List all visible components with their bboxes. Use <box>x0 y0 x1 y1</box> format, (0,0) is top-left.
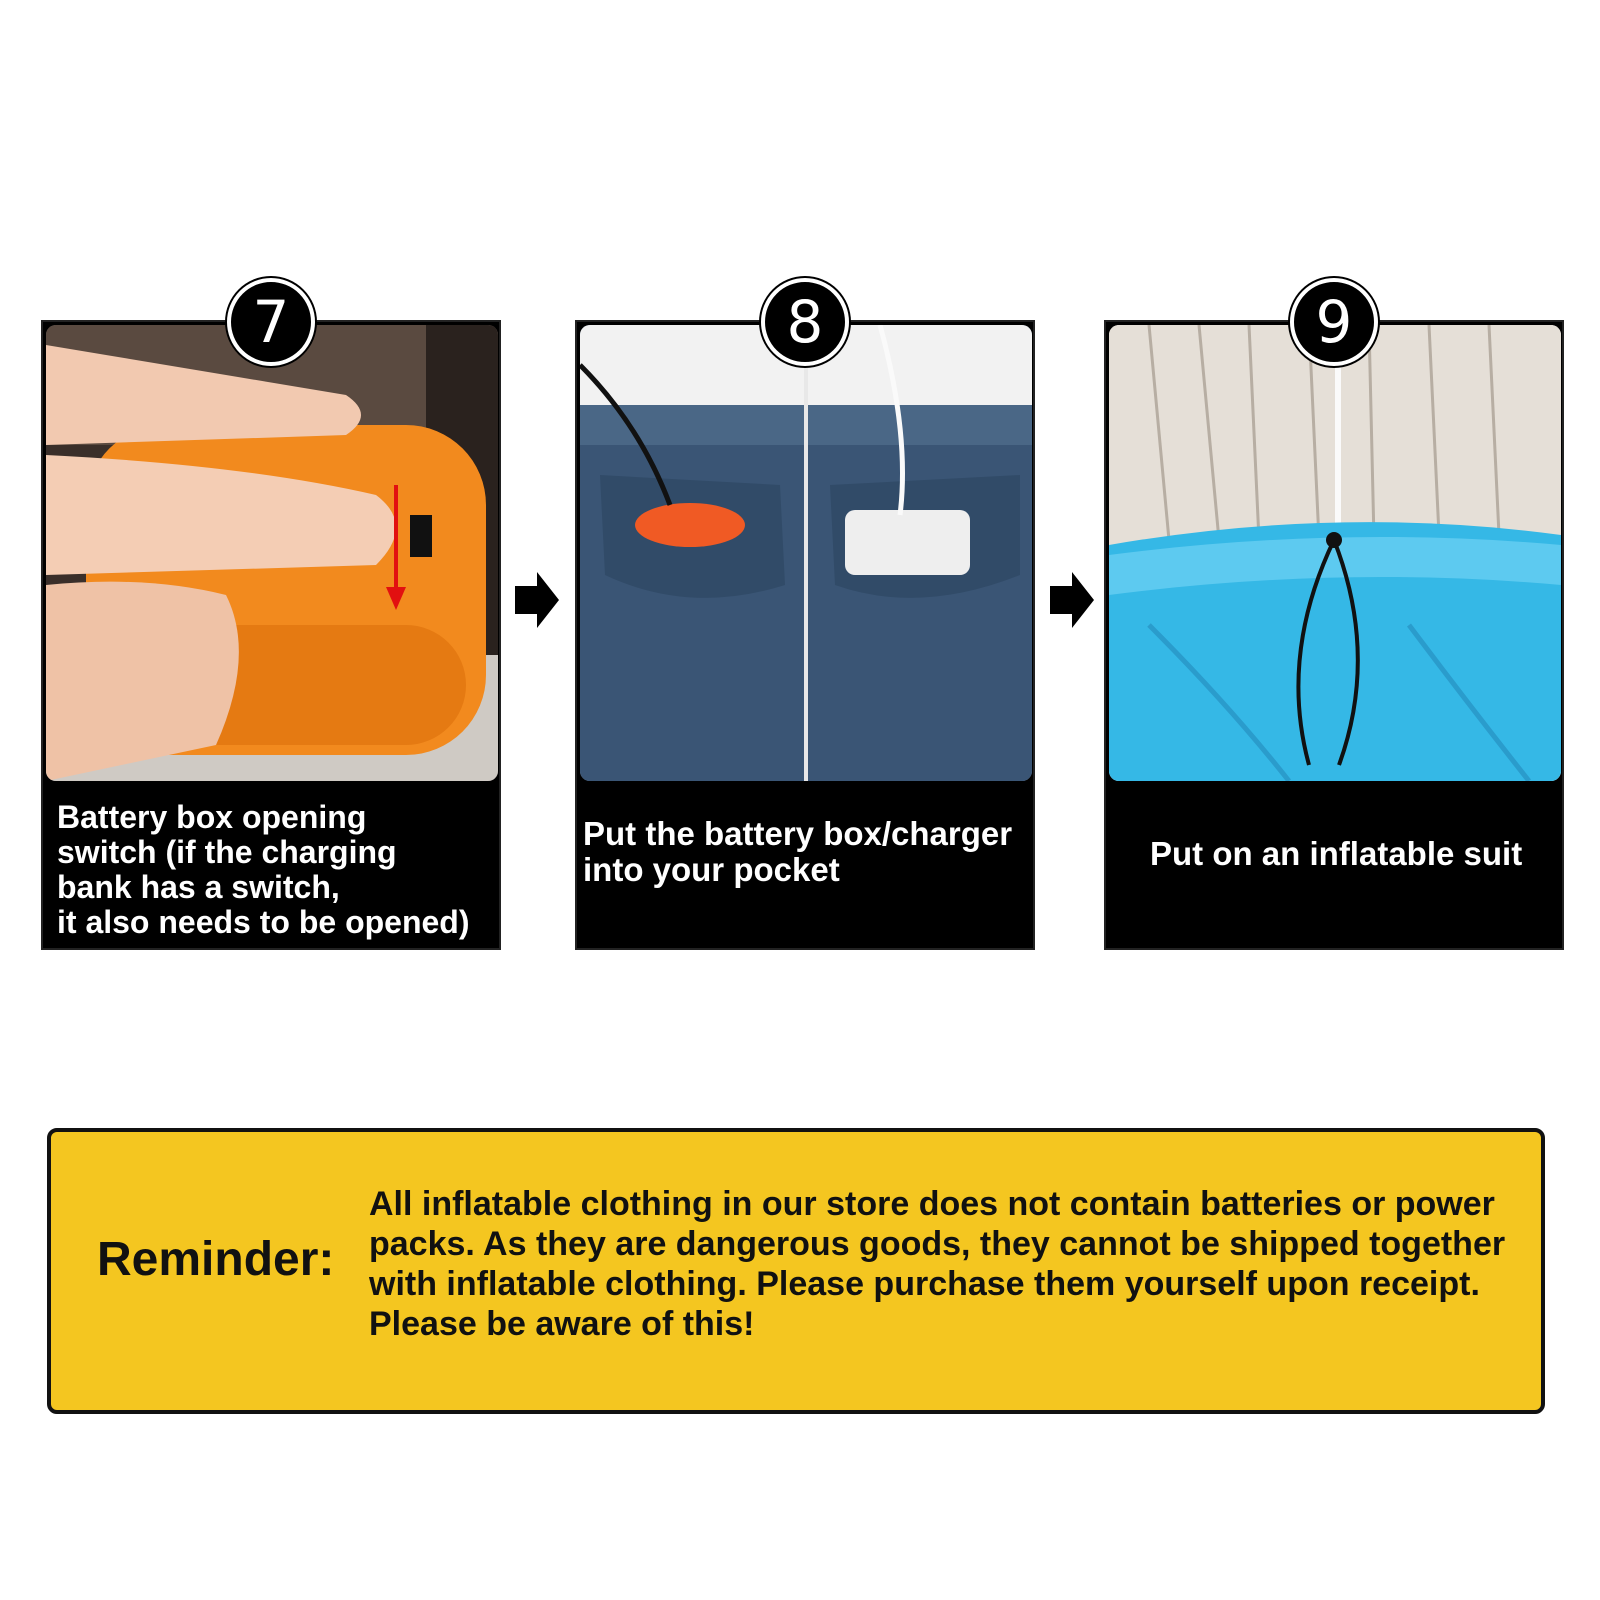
step-caption <box>43 784 499 948</box>
step-number-badge: 8 <box>761 278 849 366</box>
step-card-9 <box>1104 288 1564 950</box>
step-caption <box>577 784 1033 948</box>
reminder-box <box>47 1128 1545 1414</box>
pocket-photo <box>580 325 1032 781</box>
reminder-text: All inflatable clothing in our store does not contain batteries or power packs. As they are dangerous goods, they cannot be shipped together with inflatable clothing. Please purchase them yourself upon receipt. Please be aware of this! <box>369 1185 1506 1343</box>
step-card-7 <box>41 288 501 950</box>
caption-line: Battery box opening <box>57 799 367 835</box>
arrow-right-icon <box>515 572 559 628</box>
caption-line: switch (if the charging <box>57 834 397 870</box>
caption-line: it also needs to be opened) <box>57 904 470 940</box>
caption-line: into your pocket <box>583 851 840 888</box>
step-number-badge: 9 <box>1290 278 1378 366</box>
step-caption <box>1106 784 1562 948</box>
caption-line: Put on an inflatable suit <box>1150 835 1523 872</box>
reminder-label: Reminder: <box>97 1233 335 1286</box>
step-card-8 <box>575 288 1035 950</box>
caption-line: Put the battery box/charger <box>583 815 1013 852</box>
battery-switch-photo <box>46 325 498 781</box>
step-number-badge: 7 <box>227 278 315 366</box>
caption-line: bank has a switch, <box>57 869 340 905</box>
inflatable-suit-photo <box>1109 325 1561 781</box>
arrow-right-icon <box>1050 572 1094 628</box>
